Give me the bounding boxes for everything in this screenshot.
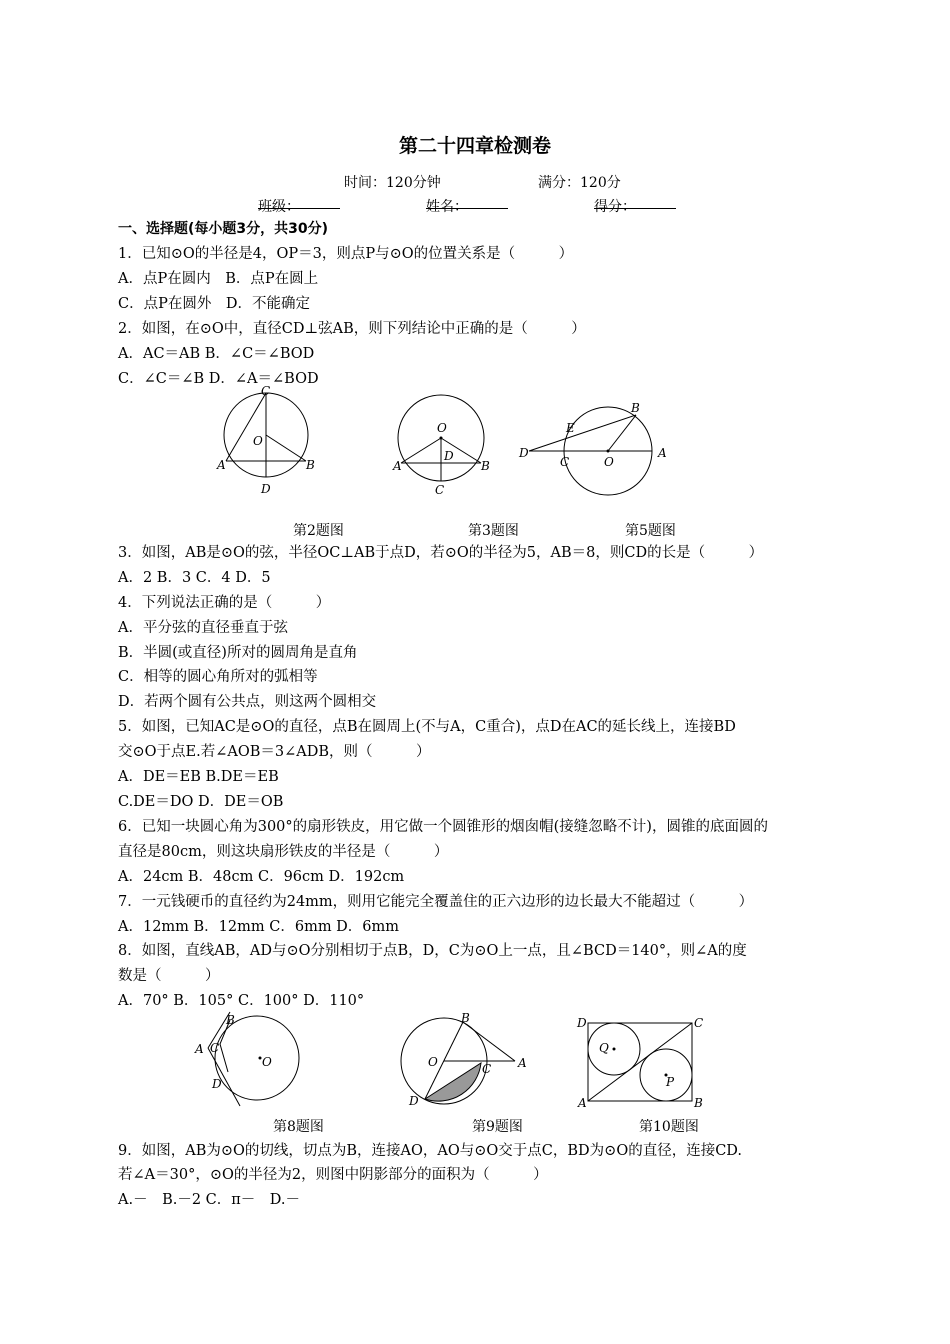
q2-options-ab: A．AC＝AB B．∠C＝∠BOD [118,346,315,362]
q1-options-ab: A．点P在圆内 B．点P在圆上 [118,271,319,287]
q1-stem: 1．已知⊙O的半径是4，OP＝3，则点P与⊙O的位置关系是（ ） [118,246,574,262]
fig9-label-d: D [409,1094,419,1108]
fig2-label-b: B [306,458,315,472]
q4-option-b: B．半圆(或直径)所对的圆周角是直角 [118,645,358,661]
fig8-label-b: B [226,1013,235,1027]
figure-q10 [572,1013,712,1111]
fig3-label-o: O [437,421,447,435]
q5-options-cd: C.DE＝DO D．DE＝OB [118,794,284,810]
fig9-label-o: O [428,1055,438,1069]
fig9-label-a: A [518,1056,527,1070]
q8-options: A．70° B．105° C．100° D．110° [118,993,365,1009]
name-field[interactable] [426,196,508,209]
q1-options-cd: C．点P在圆外 D．不能确定 [118,296,310,312]
score-label: 得分： [594,199,636,215]
section-heading: 一、选择题(每小题3分，共30分) [118,221,329,237]
fig10-label-c: C [694,1016,704,1030]
q9-options: A.－ B.－2 C．π－ D.－ [118,1192,301,1208]
fig9-label-c: C [482,1062,492,1076]
q6-stem: 6．已知一块圆心角为300°的扇形铁皮，用它做一个圆锥形的烟囱帽(接缝忽略不计)，圆锥的底面圆的 [118,819,768,835]
q4-option-d: D．若两个圆有公共点，则这两个圆相交 [118,694,377,710]
class-field[interactable] [258,196,340,209]
figure-q9 [395,1010,535,1110]
fig3-label-a: A [393,459,402,473]
fig9-label-b: B [461,1011,470,1025]
caption-q3: 第3题图 [468,523,519,539]
fig2-label-c: C [261,385,271,398]
fig8-label-d: D [212,1077,222,1091]
fig10-label-a: A [578,1096,587,1110]
fig2-label-d: D [261,482,271,496]
q4-option-a: A．平分弦的直径垂直于弦 [118,620,288,636]
name-label: 姓名： [426,199,468,215]
q5-stem: 5．如图，已知AC是⊙O的直径，点B在圆周上(不与A，C重合)，点D在AC的延长线上，连接BD [118,719,736,735]
figure-q2 [215,385,325,500]
figure-q8 [190,1010,310,1110]
fig5-label-o: O [604,455,614,469]
fig5-label-c: C [560,455,570,469]
fig5-label-b: B [631,401,640,415]
q4-option-c: C．相等的圆心角所对的弧相等 [118,669,318,685]
fig5-label-d: D [519,446,529,460]
caption-q2: 第2题图 [293,523,344,539]
fig10-label-d: D [577,1016,587,1030]
fig8-label-a: A [195,1042,204,1056]
fig5-label-e: E [566,421,575,435]
fig3-label-c: C [435,483,445,497]
fig10-label-p: P [666,1075,675,1089]
q7-options: A．12mm B．12mm C．6mm D．6mm [118,919,400,935]
score-info: 满分：120分 [538,175,621,191]
q7-stem: 7．一元钱硬币的直径约为24mm，则用它能完全覆盖住的正六边形的边长最大不能超过（ ） [118,894,754,910]
fig2-label-a: A [217,458,226,472]
caption-q9: 第9题图 [472,1119,523,1135]
fig3-label-d: D [444,449,454,463]
caption-q5: 第5题图 [625,523,676,539]
q2-options-cd: C．∠C＝∠B D．∠A＝∠BOD [118,371,319,387]
figure-q5 [515,398,675,498]
q9-stem-cont: 若∠A＝30°，⊙O的半径为2，则图中阴影部分的面积为（ ） [118,1167,548,1183]
q8-stem-cont: 数是（ ） [118,968,220,984]
q4-stem: 4．下列说法正确的是（ ） [118,595,331,611]
fig10-label-b: B [694,1096,703,1110]
q3-options: A．2 B．3 C．4 D．5 [118,570,271,586]
fig2-label-o: O [253,434,263,448]
fig5-label-a: A [658,446,667,460]
caption-q8: 第8题图 [273,1119,324,1135]
caption-q10: 第10题图 [639,1119,699,1135]
q6-stem-cont: 直径是80cm，则这块扇形铁皮的半径是（ ） [118,844,449,860]
fig8-label-o: O [262,1055,272,1069]
q9-stem: 9．如图，AB为⊙O的切线，切点为B，连接AO，AO与⊙O交于点C，BD为⊙O的直径，连接CD. [118,1143,743,1159]
q3-stem: 3．如图，AB是⊙O的弦，半径OC⊥AB于点D，若⊙O的半径为5，AB＝8，则CD的长是（ ） [118,545,764,561]
fig10-label-q: Q [599,1041,609,1055]
figure-q3 [390,390,495,500]
q8-stem: 8．如图，直线AB，AD与⊙O分别相切于点B，D，C为⊙O上一点，且∠BCD＝140°，则∠A的度 [118,943,747,959]
q5-stem-cont: 交⊙O于点E.若∠AOB＝3∠ADB，则（ ） [118,744,431,760]
fig8-label-c: C [210,1041,220,1055]
q6-options: A．24cm B．48cm C．96cm D．192cm [118,869,405,885]
score-field[interactable] [594,196,676,209]
fig3-label-b: B [481,459,490,473]
q2-stem: 2．如图，在⊙O中，直径CD⊥弦AB，则下列结论中正确的是（ ） [118,321,586,337]
time-info: 时间：120分钟 [344,175,441,191]
class-label: 班级： [258,199,300,215]
page-title: 第二十四章检测卷 [398,135,551,157]
q5-options-ab: A．DE＝EB B.DE＝EB [118,769,279,785]
